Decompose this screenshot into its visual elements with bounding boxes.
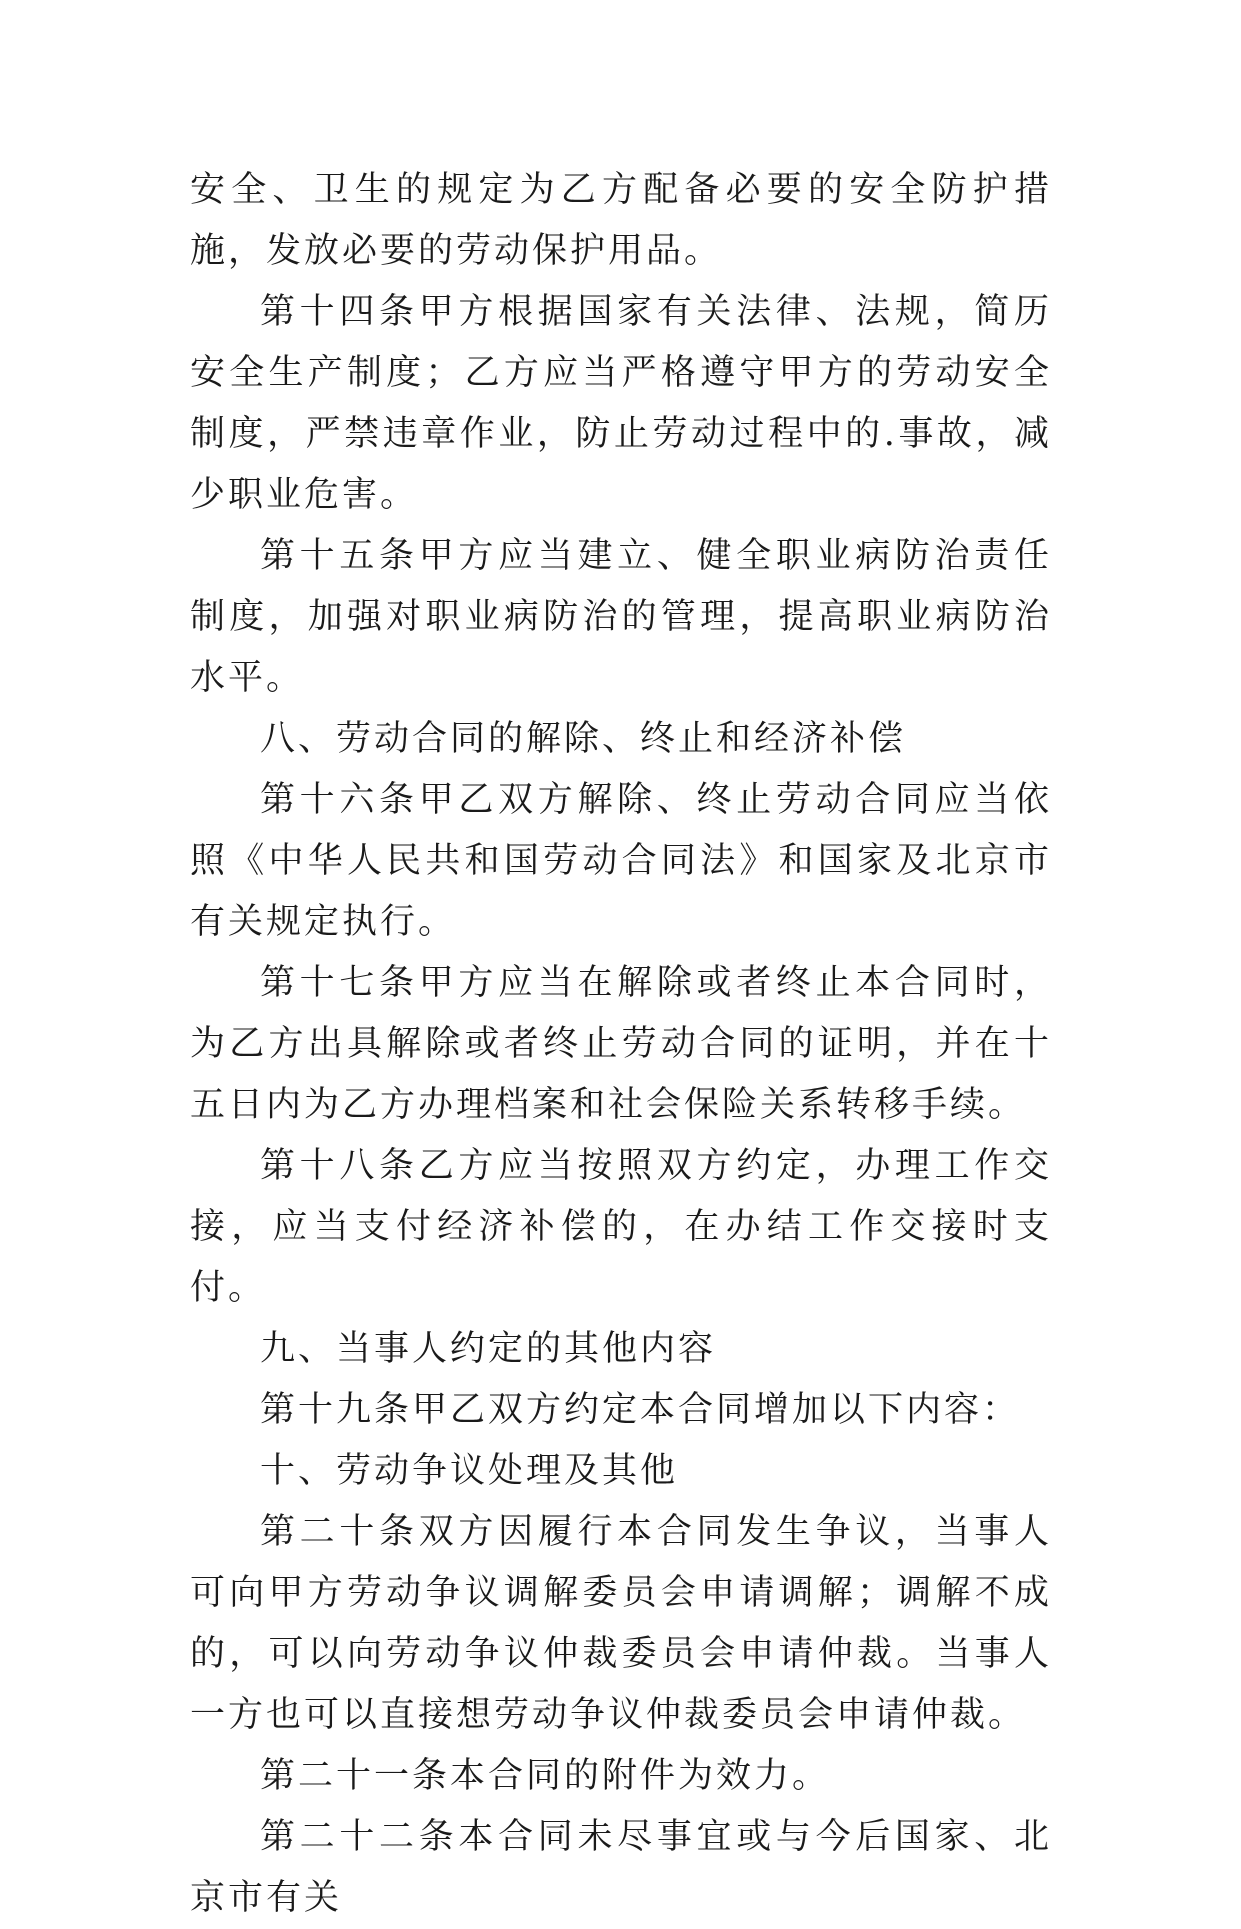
paragraph: 第二十二条本合同未尽事宜或与今后国家、北京市有关 [190,1817,1052,1918]
section-heading: 八、劳动合同的解除、终止和经济补偿 [260,719,907,759]
section-heading: 十、劳动争议处理及其他 [260,1451,679,1491]
paragraph: 第二十条双方因履行本合同发生争议，当事人可向甲方劳动争议调解委员会申请调解；调解不成的，可以向劳动争议仲裁委员会申请仲裁。当事人一方也可以直接想劳动争议仲裁委员会申请仲裁。 [190,1512,1052,1735]
paragraph: 第十六条甲乙双方解除、终止劳动合同应当依照《中华人民共和国劳动合同法》和国家及北京市有关规定执行。 [190,780,1052,942]
paragraph: 第十八条乙方应当按照双方约定，办理工作交接，应当支付经济补偿的，在办结工作交接时支付。 [190,1146,1052,1308]
paragraph: 第十九条甲乙双方约定本合同增加以下内容： [260,1390,1021,1430]
paragraph: 第十五条甲方应当建立、健全职业病防治责任制度，加强对职业病防治的管理，提高职业病防治水平。 [190,536,1052,698]
section-heading: 九、当事人约定的其他内容 [260,1329,717,1369]
paragraph: 第十四条甲方根据国家有关法律、法规，简历安全生产制度；乙方应当严格遵守甲方的劳动安全制度，严禁违章作业，防止劳动过程中的.事故，减少职业危害。 [190,292,1052,515]
paragraph: 第二十一条本合同的附件为效力。 [260,1756,831,1796]
paragraph: 第十七条甲方应当在解除或者终止本合同时，为乙方出具解除或者终止劳动合同的证明，并在十五日内为乙方办理档案和社会保险关系转移手续。 [190,963,1052,1125]
paragraph: 安全、卫生的规定为乙方配备必要的安全防护措施，发放必要的劳动保护用品。 [190,170,1052,271]
document-body [190,160,1052,1929]
